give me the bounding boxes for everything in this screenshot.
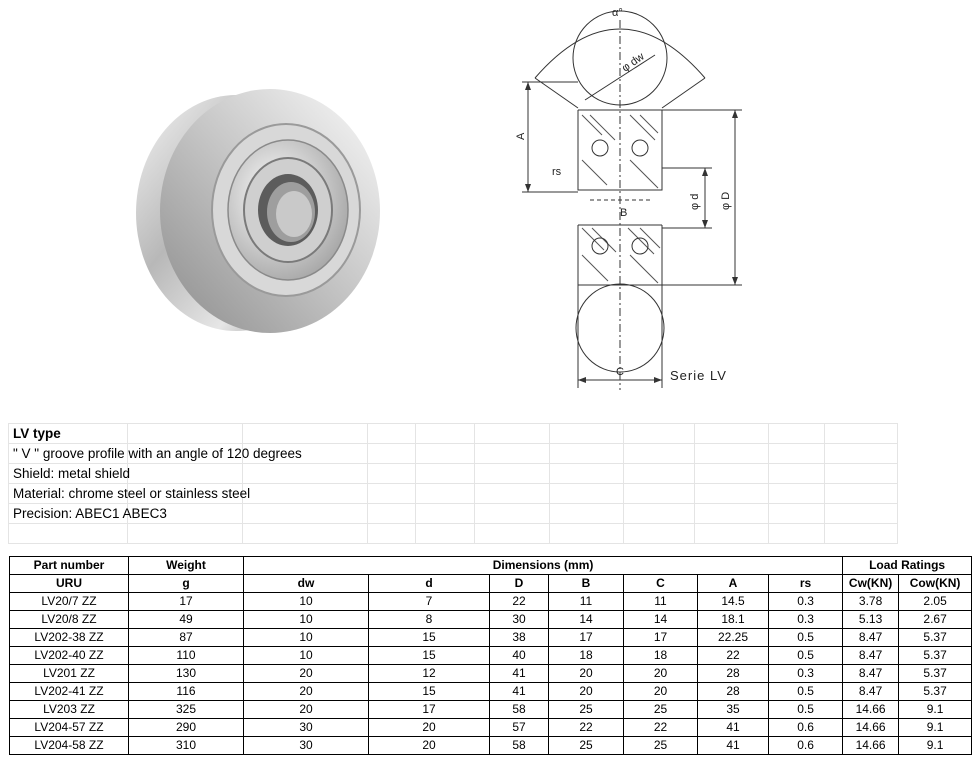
table-cell: 41 — [698, 737, 769, 755]
table-cell: 14.66 — [843, 719, 899, 737]
header-D: D — [490, 575, 549, 593]
table-cell: 5.37 — [899, 629, 972, 647]
table-header-row-1 — [10, 557, 972, 575]
table-cell: LV202-38 ZZ — [10, 629, 129, 647]
header-g: g — [129, 575, 244, 593]
table-cell: LV20/7 ZZ — [10, 593, 129, 611]
table-cell: LV201 ZZ — [10, 665, 129, 683]
table-cell: 58 — [490, 737, 549, 755]
table-cell: 0.6 — [769, 737, 843, 755]
header-uru: URU — [10, 575, 129, 593]
groove-description: " V " groove profile with an angle of 120 degrees — [9, 444, 128, 464]
table-cell: 0.3 — [769, 665, 843, 683]
table-cell: 325 — [129, 701, 244, 719]
table-cell: 35 — [698, 701, 769, 719]
table-cell: 3.78 — [843, 593, 899, 611]
table-cell: 10 — [244, 593, 369, 611]
table-cell: 14.66 — [843, 737, 899, 755]
table-cell: 0.3 — [769, 593, 843, 611]
table-body — [10, 593, 972, 755]
table-cell: 41 — [698, 719, 769, 737]
table-cell: 20 — [549, 665, 624, 683]
table-cell: 25 — [624, 701, 698, 719]
table-cell: 0.5 — [769, 629, 843, 647]
table-cell: 8.47 — [843, 629, 899, 647]
header-rs: rs — [769, 575, 843, 593]
table-cell: 9.1 — [899, 719, 972, 737]
table-cell: 20 — [549, 683, 624, 701]
table-cell: 20 — [369, 719, 490, 737]
table-cell: 25 — [549, 737, 624, 755]
table-cell: 5.37 — [899, 683, 972, 701]
specification-table — [9, 556, 972, 755]
table-cell: 0.5 — [769, 701, 843, 719]
table-cell: 20 — [624, 665, 698, 683]
c-label: C — [616, 366, 624, 378]
table-cell: 20 — [244, 701, 369, 719]
table-cell: 22.25 — [698, 629, 769, 647]
table-cell: 8.47 — [843, 647, 899, 665]
table-row — [10, 647, 972, 665]
table-cell: 8.47 — [843, 683, 899, 701]
shield-description: Shield: metal shield — [9, 464, 128, 484]
table-cell: LV202-41 ZZ — [10, 683, 129, 701]
table-row — [10, 611, 972, 629]
table-cell: 14 — [549, 611, 624, 629]
header-d: d — [369, 575, 490, 593]
table-cell: 18.1 — [698, 611, 769, 629]
table-cell: 110 — [129, 647, 244, 665]
b-label: B — [620, 207, 628, 219]
table-cell: 130 — [129, 665, 244, 683]
D-label: φ D — [720, 191, 732, 210]
table-cell: 8 — [369, 611, 490, 629]
series-label: Serie LV — [670, 368, 727, 383]
precision-description: Precision: ABEC1 ABEC3 — [9, 504, 128, 524]
bearing-technical-drawing — [500, 0, 900, 400]
table-cell: 41 — [490, 665, 549, 683]
table-cell: 58 — [490, 701, 549, 719]
table-cell: 7 — [369, 593, 490, 611]
dw-label: φ dw — [619, 50, 647, 75]
table-cell: 20 — [244, 683, 369, 701]
material-description: Material: chrome steel or stainless steel — [9, 484, 128, 504]
table-row — [10, 719, 972, 737]
header-cw: Cw(KN) — [843, 575, 899, 593]
table-cell: 57 — [490, 719, 549, 737]
table-cell: 14.66 — [843, 701, 899, 719]
table-cell: 2.05 — [899, 593, 972, 611]
alpha-label: α° — [612, 7, 623, 19]
table-cell: 8.47 — [843, 665, 899, 683]
header-dimensions: Dimensions (mm) — [244, 557, 843, 575]
table-cell: LV20/8 ZZ — [10, 611, 129, 629]
table-cell: LV202-40 ZZ — [10, 647, 129, 665]
table-header-row-2 — [10, 575, 972, 593]
product-info-grid — [8, 423, 898, 544]
a-label: A — [515, 132, 527, 140]
table-cell: 17 — [549, 629, 624, 647]
table-cell: LV204-57 ZZ — [10, 719, 129, 737]
table-cell: 9.1 — [899, 737, 972, 755]
table-cell: 25 — [549, 701, 624, 719]
table-cell: 9.1 — [899, 701, 972, 719]
table-row — [10, 593, 972, 611]
table-cell: 5.13 — [843, 611, 899, 629]
table-row — [10, 665, 972, 683]
table-cell: 15 — [369, 647, 490, 665]
table-cell: 28 — [698, 665, 769, 683]
table-cell: 0.6 — [769, 719, 843, 737]
table-cell: 15 — [369, 683, 490, 701]
table-cell: 22 — [698, 647, 769, 665]
table-cell: 310 — [129, 737, 244, 755]
table-cell: 0.5 — [769, 683, 843, 701]
table-cell: LV204-58 ZZ — [10, 737, 129, 755]
table-cell: 14 — [624, 611, 698, 629]
table-cell: 12 — [369, 665, 490, 683]
table-cell: 17 — [369, 701, 490, 719]
header-cow: Cow(KN) — [899, 575, 972, 593]
table-cell: 87 — [129, 629, 244, 647]
product-type-title: LV type — [9, 424, 128, 444]
table-row — [10, 737, 972, 755]
table-cell: 22 — [549, 719, 624, 737]
table-cell: 22 — [624, 719, 698, 737]
table-cell: 2.67 — [899, 611, 972, 629]
table-cell: LV203 ZZ — [10, 701, 129, 719]
header-load-ratings: Load Ratings — [843, 557, 972, 575]
table-cell: 5.37 — [899, 665, 972, 683]
table-cell: 30 — [244, 719, 369, 737]
header-C: C — [624, 575, 698, 593]
header-dw: dw — [244, 575, 369, 593]
table-cell: 25 — [624, 737, 698, 755]
table-row — [10, 629, 972, 647]
table-row — [10, 701, 972, 719]
table-cell: 22 — [490, 593, 549, 611]
table-cell: 28 — [698, 683, 769, 701]
table-cell: 290 — [129, 719, 244, 737]
table-cell: 30 — [244, 737, 369, 755]
table-cell: 38 — [490, 629, 549, 647]
table-cell: 11 — [624, 593, 698, 611]
header-weight: Weight — [129, 557, 244, 575]
bearing-photo — [128, 82, 390, 344]
table-cell: 116 — [129, 683, 244, 701]
table-cell: 20 — [369, 737, 490, 755]
header-B: B — [549, 575, 624, 593]
table-cell: 18 — [549, 647, 624, 665]
table-cell: 17 — [624, 629, 698, 647]
table-cell: 14.5 — [698, 593, 769, 611]
header-part-number: Part number — [10, 557, 129, 575]
table-cell: 0.5 — [769, 647, 843, 665]
header-A: A — [698, 575, 769, 593]
table-cell: 20 — [624, 683, 698, 701]
table-row — [10, 683, 972, 701]
table-cell: 49 — [129, 611, 244, 629]
table-cell: 11 — [549, 593, 624, 611]
table-cell: 0.3 — [769, 611, 843, 629]
table-cell: 41 — [490, 683, 549, 701]
table-cell: 18 — [624, 647, 698, 665]
table-cell: 15 — [369, 629, 490, 647]
d-label: φ d — [689, 193, 701, 210]
table-cell: 40 — [490, 647, 549, 665]
table-cell: 5.37 — [899, 647, 972, 665]
table-cell: 30 — [490, 611, 549, 629]
table-cell: 10 — [244, 611, 369, 629]
table-cell: 17 — [129, 593, 244, 611]
table-cell: 10 — [244, 647, 369, 665]
rs-label: rs — [552, 166, 562, 178]
table-cell: 20 — [244, 665, 369, 683]
table-cell: 10 — [244, 629, 369, 647]
